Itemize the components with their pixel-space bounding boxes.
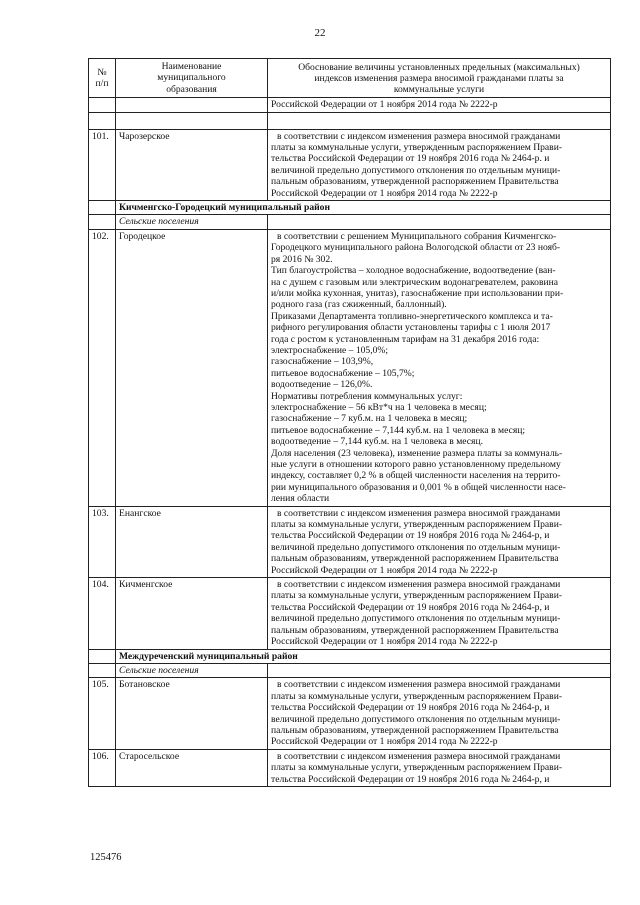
district-row xyxy=(89,649,611,663)
justification-text xyxy=(268,506,611,577)
text-line: в соответствии с индексом изменения размера вносимой гражданами xyxy=(277,507,561,519)
text-line: в соответствии с решением Муниципального собрания Кичменгско- xyxy=(277,230,557,242)
municipality-name: Городецкое xyxy=(116,229,268,506)
text-line: и/или мойка кухонная, унитаз), газоснабжение при использовании при- xyxy=(271,287,564,299)
header-justification-line: индексов изменения размера вносимой гражданами платы за xyxy=(314,72,564,84)
text-line: индексу, составляет 0,2 % в общей численности населения на террито- xyxy=(271,470,561,482)
text-line: величиной предельно допустимого отклонения по отдельным муници- xyxy=(271,613,561,625)
tariff-justification-table xyxy=(88,58,611,787)
text-line: Российской Федерации от 1 ноября 2014 года № 2222-р xyxy=(271,564,498,576)
justification-text xyxy=(268,578,611,649)
empty-cell xyxy=(89,663,116,677)
text-line: пальным образованиям, утвержденной распоряжением Правительства xyxy=(271,724,559,736)
text-line: величиной предельно допустимого отклонения по отдельным муници- xyxy=(271,541,561,553)
continuation-row xyxy=(89,98,611,112)
text-line: в соответствии с индексом изменения размера вносимой гражданами xyxy=(277,750,561,762)
rural-settlements-heading: Сельские поселения xyxy=(116,663,268,677)
text-line: питьевое водоснабжение – 105,7%; xyxy=(271,367,415,379)
row-number: 105. xyxy=(89,678,116,749)
text-line: платы за коммунальные услуги, утвержденным распоряжением Прави- xyxy=(271,519,563,531)
empty-cell xyxy=(268,215,611,229)
header-number-line: п/п xyxy=(95,78,109,90)
table-header-row xyxy=(89,59,611,98)
text-line: Тип благоустройства – холодное водоснабжение, водоотведение (ван- xyxy=(271,265,556,277)
empty-cell xyxy=(89,98,116,112)
municipality-name: Кичменгское xyxy=(116,578,268,649)
text-line: рии муниципального образования и 0,001 % в общей численности насе- xyxy=(271,481,566,493)
text-line: Доля населения (23 человека), изменение размера платы за коммуналь- xyxy=(271,447,563,459)
spacer-cell xyxy=(89,112,116,129)
text-line: платы за коммунальные услуги, утвержденным распоряжением Прави- xyxy=(271,690,563,702)
header-municipality xyxy=(116,59,268,98)
table-row xyxy=(89,129,611,200)
district-heading: Междуреченский муниципальный район xyxy=(116,649,611,663)
text-line: водоотведение – 126,0%. xyxy=(271,379,373,391)
text-line: платы за коммунальные услуги, утвержденным распоряжением Прави- xyxy=(271,142,563,154)
row-number: 103. xyxy=(89,506,116,577)
empty-cell xyxy=(89,215,116,229)
continuation-text: Российской Федерации от 1 ноября 2014 года № 2222-р xyxy=(268,98,611,112)
municipality-name: Енангское xyxy=(116,506,268,577)
table-row xyxy=(89,229,611,506)
justification-text xyxy=(268,229,611,506)
subheading-row xyxy=(89,215,611,229)
text-line: Российской Федерации от 1 ноября 2014 года № 2222-р xyxy=(271,187,498,199)
text-line: Российской Федерации от 1 ноября 2014 года № 2222-р xyxy=(271,636,498,648)
text-line: в соответствии с индексом изменения размера вносимой гражданами xyxy=(277,679,561,691)
municipality-name: Ботановское xyxy=(116,678,268,749)
page-number: 22 xyxy=(314,27,326,39)
text-line: Российской Федерации от 1 ноября 2014 года № 2222-р xyxy=(271,736,498,748)
municipality-name: Старосельское xyxy=(116,749,268,786)
text-line: тельства Российской Федерации от 19 ноября 2016 года № 2464-р, и xyxy=(271,702,550,714)
text-line: в соответствии с индексом изменения размера вносимой гражданами xyxy=(277,130,561,142)
header-municipality-line: образования xyxy=(166,83,217,95)
text-line: ря 2016 № 302. xyxy=(271,253,333,265)
header-number xyxy=(89,59,116,98)
text-line: Нормативы потребления коммунальных услуг: xyxy=(271,390,463,402)
header-justification-line: коммунальные услуги xyxy=(393,83,485,95)
text-line: Приказами Департамента топливно-энергетического комплекса и та- xyxy=(271,310,553,322)
text-line: электроснабжение – 105,0%; xyxy=(271,344,389,356)
text-line: питьевое водоснабжение – 7,144 куб.м. на 1 человека в месяц; xyxy=(271,424,526,436)
text-line: тельства Российской Федерации от 19 ноября 2016 года № 2464-р, и xyxy=(271,773,550,785)
text-line: платы за коммунальные услуги, утвержденным распоряжением Прави- xyxy=(271,762,563,774)
text-line: Городецкого муниципального района Вологодской области от 23 нояб- xyxy=(271,242,561,254)
rural-settlements-heading: Сельские поселения xyxy=(116,215,268,229)
justification-text xyxy=(268,678,611,749)
header-justification-line: Обоснование величины установленных предельных (максимальных) xyxy=(298,61,580,73)
empty-cell xyxy=(89,201,116,215)
text-line: пальным образованиям, утвержденной распоряжением Правительства xyxy=(271,553,559,565)
district-heading: Кичменгско-Городецкий муниципальный район xyxy=(116,201,611,215)
header-number-line: № xyxy=(97,66,107,78)
justification-text xyxy=(268,129,611,200)
text-line: ные услуги в отношении которого равно установленному предельному xyxy=(271,459,561,470)
header-municipality-line: Наименование xyxy=(161,61,222,72)
text-line: электроснабжение – 56 кВт*ч на 1 человека в месяц; xyxy=(271,401,487,413)
text-line: на с душем с газовым или электрическим водонагревателем, раковина xyxy=(271,276,559,288)
header-justification xyxy=(268,59,611,98)
empty-cell xyxy=(268,663,611,677)
justification-text xyxy=(268,749,611,786)
document-code: 125476 xyxy=(90,852,122,863)
district-row xyxy=(89,201,611,215)
table-row xyxy=(89,506,611,577)
header-municipality-line: муниципального xyxy=(157,72,226,84)
text-line: величиной предельно допустимого отклонения по отдельным муници- xyxy=(271,164,561,176)
text-line: платы за коммунальные услуги, утвержденным распоряжением Прави- xyxy=(271,590,563,602)
text-line: ления области xyxy=(271,493,330,505)
text-line: пальным образованиям, утвержденной распоряжением Правительства xyxy=(271,176,559,188)
table-row xyxy=(89,678,611,749)
text-line: газоснабжение – 7 куб.м. на 1 человека в месяц; xyxy=(271,413,468,425)
row-number: 101. xyxy=(89,129,116,200)
text-line: родного газа (газ сжиженный, баллонный). xyxy=(271,299,447,311)
text-line: года с ростом к установленным тарифам на 31 декабря 2016 года: xyxy=(271,333,540,345)
text-line: рифного регулирования области установлены тарифы с 1 июля 2017 xyxy=(271,322,551,334)
text-line: в соответствии с индексом изменения размера вносимой гражданами xyxy=(277,579,561,591)
empty-cell xyxy=(89,649,116,663)
text-line: тельства Российской Федерации от 19 ноября 2016 года № 2464-р. и xyxy=(271,153,550,165)
spacer-cell xyxy=(116,112,268,129)
text-line: водоотведение – 7,144 куб.м. на 1 человека в месяц. xyxy=(271,436,483,448)
row-number: 106. xyxy=(89,749,116,786)
municipality-name: Чарозерское xyxy=(116,129,268,200)
text-line: тельства Российской Федерации от 19 ноября 2016 года № 2464-р, и xyxy=(271,601,550,613)
row-number: 104. xyxy=(89,578,116,649)
spacer-row xyxy=(89,112,611,129)
empty-cell xyxy=(116,98,268,112)
text-line: газоснабжение – 103,9%, xyxy=(271,356,374,368)
table-row xyxy=(89,578,611,649)
text-line: величиной предельно допустимого отклонения по отдельным муници- xyxy=(271,713,561,725)
spacer-cell xyxy=(268,112,611,129)
text-line: пальным образованиям, утвержденной распоряжением Правительства xyxy=(271,624,559,636)
text-line: тельства Российской Федерации от 19 ноября 2016 года № 2464-р, и xyxy=(271,530,550,542)
subheading-row xyxy=(89,663,611,677)
table-row xyxy=(89,749,611,786)
row-number: 102. xyxy=(89,229,116,506)
